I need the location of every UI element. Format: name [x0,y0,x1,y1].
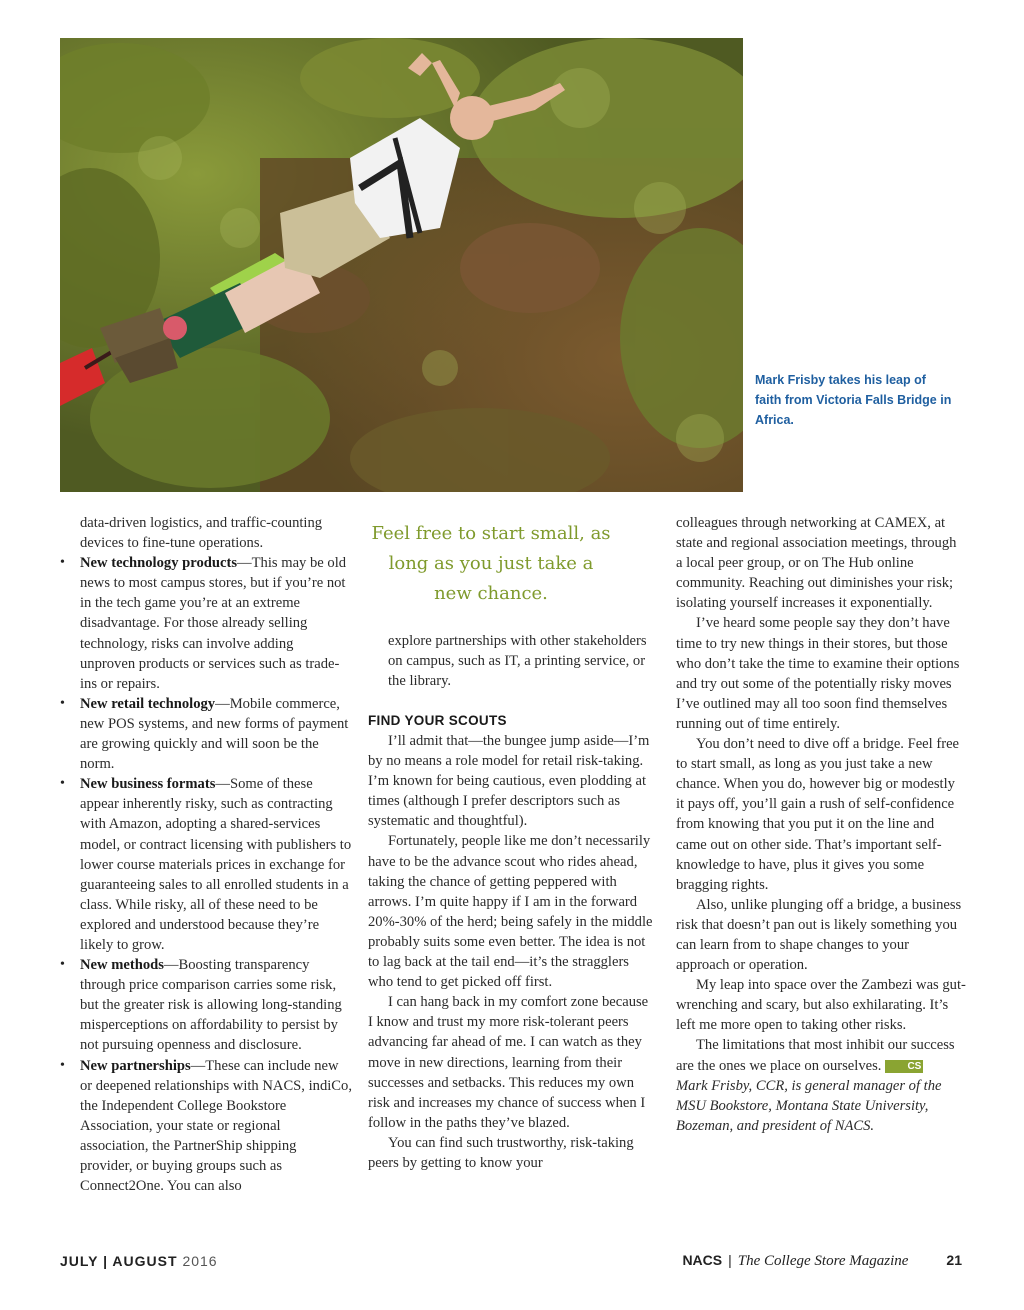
paragraph: I’ve heard some people say they don’t have time to try new things in their stores, but those who don’t take the time to examine their options and try out some of the potentially risky moves I’ve outlined may all too soon find themselves running out of time entirely. [676,615,960,732]
issue-date [60,1253,218,1269]
paragraph: You can find such trustworthy, risk-taking peers by getting to know your [368,1134,634,1171]
footer-separator: | [728,1252,732,1268]
list-item-text: —Some of these appear inherently risky, such as contracting with Amazon, adopting a shared-services model, or contract licensing with publishers to lower course materials prices in exchange for guaranteeing sales to all enrolled students in a class. While risky, all of these need to be explored and understood because they’re likely to grow. [80,776,352,953]
magazine-title: The College Store Magazine [737,1253,909,1269]
list-item [80,774,352,955]
article-column-3 [676,513,966,1136]
list-item-text: —Mobile commerce, new POS systems, and new forms of payment are growing quickly and will soon be the norm. [80,695,349,773]
list-item-term: New business formats [80,776,216,793]
list-item-term: New partnerships [80,1057,191,1074]
risk-list [80,553,352,1196]
list-item [80,955,352,1055]
paragraph: I’ll admit that—the bungee jump aside—I’m by no means a role model for retail risk-taking. I’m known for being cautious, even plodding at times (although I prefer descriptors such as systematic and thoughtful). [368,733,650,830]
pull-quote: Feel free to start small, as long as you just take a new chance. [371,523,611,604]
article-column-1 [80,513,352,1196]
paragraph: My leap into space over the Zambezi was gut-wrenching and scary, but also exhilarating. It’s left me more open to taking other risks. [676,977,966,1034]
paragraph: I can hang back in my comfort zone because I know and trust my more risk-tolerant peers advancing far ahead of me. I can watch as they move in new directions, learning from their successes and setbacks. This reduces my own risk and increases my chance of success when I follow in the paths they’ve blazed. [368,994,649,1131]
end-mark-icon: CS [885,1060,923,1073]
list-item-term: New retail technology [80,695,216,712]
list-item-text: —These can include new or deepened relationships with NACS, indiCo, the Independent College Bookstore Association, your state or regional association, the PartnerShip shipping provider, or buying groups such as Connect2One. You can also [80,1057,352,1195]
column-2-lead: explore partnerships with other stakeholders on campus, such as IT, a printing service, or the library. [388,633,647,690]
paragraph-final [676,1035,966,1075]
issue-months: JULY | AUGUST [60,1253,178,1269]
list-item-text: —Boosting transparency through price comparison carries some risk, but the greater risk is allowing long-standing misperceptions on affordability to persist by not pursuing openness and disclosure. [80,957,342,1054]
paragraph-final-text: The limitations that most inhibit our success are the ones we place on ourselves. [676,1037,955,1074]
column-1-intro: data-driven logistics, and traffic-counting devices to fine-tune operations. [80,515,323,552]
list-item-text: —This may be old news to most campus stores, but if you’re not in the tech game you’re at an extreme disadvantage. For those already selling technology, risks can involve adding unproven products or services such as trade-ins or repairs. [80,555,347,692]
list-item-term: New methods [80,957,164,974]
paragraph: Also, unlike plunging off a bridge, a business risk that doesn’t pan out is likely something you can learn from to shape changes to your approach or operation. [676,896,962,974]
author-bio: Mark Frisby, CCR, is general manager of the MSU Bookstore, Montana State University, Bozeman, and president of NACS. [676,1077,942,1134]
list-item [80,1056,352,1197]
org-name: NACS [682,1252,723,1268]
list-item-term: New technology products [80,555,238,572]
paragraph: Fortunately, people like me don’t necessarily have to be the advance scout who rides ahead, taking the chance of getting peppered with arrows. I’m quite happy if I am in the forward 20%-30% of the herd; being safely in the middle probably suits some even better. The idea is not to lag back at the tail end—it’s the stragglers who tend to get picked off first. [368,833,653,991]
issue-year: 2016 [182,1253,218,1269]
section-heading: FIND YOUR SCOUTS [368,713,507,728]
bungee-jump-photo [60,38,743,492]
column-2-body [368,731,653,1173]
photo-illustration [60,38,743,492]
magazine-footer [682,1252,962,1270]
list-item [80,553,352,694]
photo-caption: Mark Frisby takes his leap of faith from Victoria Falls Bridge in Africa. [755,373,952,427]
page-number: 21 [946,1252,962,1268]
list-item [80,694,352,774]
paragraph: colleagues through networking at CAMEX, at state and regional association meetings, through a local peer group, or on The Hub online community. Reaching out diminishes your risk; isolating yourself increases it exponentially. [676,515,957,612]
paragraph: You don’t need to dive off a bridge. Feel free to start small, as long as you just take a new chance. When you do, however big or modestly it pays off, you’ll gain a rush of self-confidence from knowing that you put it on the line and came out on other side. That’s important self-knowledge to have, plus it gives you some bragging rights. [676,736,960,893]
